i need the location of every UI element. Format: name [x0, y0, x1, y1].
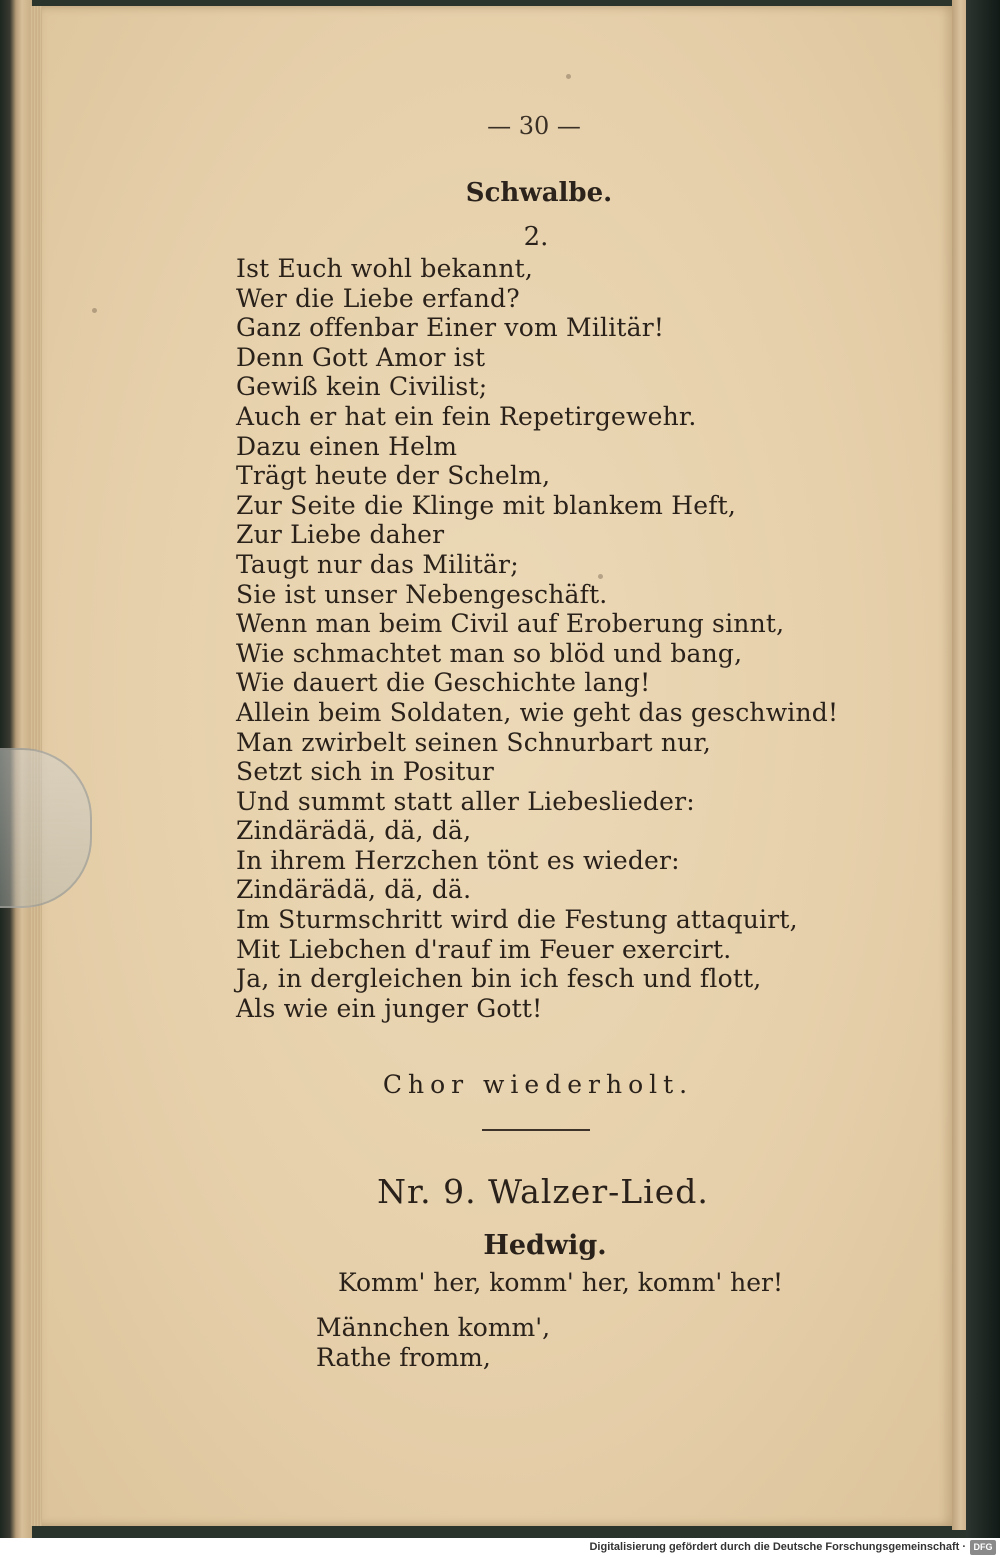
verse-line: Setzt sich in Positur — [236, 757, 495, 787]
verse-line: Zindärädä, dä, dä, — [236, 816, 472, 846]
verse-line: Ist Euch wohl bekannt, — [236, 254, 534, 283]
paper-speck — [92, 308, 97, 313]
song-line: Rathe fromm, — [316, 1343, 491, 1372]
verse-lines — [236, 254, 838, 1023]
verse-line: Sie ist unser Nebengeschäft. — [236, 579, 608, 609]
dfg-logo: DFG — [970, 1540, 996, 1555]
verse-line: In ihrem Herzchen tönt es wieder: — [236, 845, 680, 875]
verse-line: Wer die Liebe erfand? — [236, 283, 520, 313]
funding-credit: Digitalisierung gefördert durch die Deutsche Forschungsgemeinschaft · — [589, 1541, 966, 1553]
verse-line: Im Sturmschritt wird die Festung attaquirt, — [236, 905, 798, 935]
chorus-note: Chor wiederholt. — [382, 1070, 694, 1099]
verse-line: Als wie ein junger Gott! — [236, 993, 543, 1023]
verse-number: 2. — [523, 222, 549, 252]
verse-line: Denn Gott Amor ist — [236, 342, 486, 372]
song-title: Nr. 9. Walzer-Lied. — [377, 1172, 709, 1211]
verse-line: Wenn man beim Civil auf Eroberung sinnt, — [236, 609, 785, 639]
song-line: Komm' her, komm' her, komm' her! — [338, 1268, 784, 1297]
paper-speck — [566, 74, 571, 79]
verse-line: Dazu einen Helm — [236, 431, 458, 461]
verse-line: Und summt statt aller Liebeslieder: — [236, 786, 695, 816]
section-title: Schwalbe. — [465, 178, 613, 208]
verse-line: Auch er hat ein fein Repetirgewehr. — [236, 401, 697, 431]
footer-bar — [0, 1538, 1000, 1558]
verse-line: Taugt nur das Militär; — [236, 549, 519, 579]
verse-line: Wie schmachtet man so blöd und bang, — [236, 638, 743, 668]
verse-line: Man zwirbelt seinen Schnurbart nur, — [236, 727, 712, 757]
verse-line: Ganz offenbar Einer vom Militär! — [236, 313, 665, 343]
verse-line: Zur Seite die Klinge mit blankem Heft, — [236, 490, 737, 520]
section-divider — [482, 1129, 590, 1131]
verse-line: Ja, in dergleichen bin ich fesch und flott, — [236, 964, 762, 994]
song-line: Männchen komm', — [316, 1313, 551, 1342]
verse-line: Mit Liebchen d'rauf im Feuer exercirt. — [236, 934, 732, 964]
verse-line: Allein beim Soldaten, wie geht das geschwind! — [236, 697, 839, 727]
singer-name: Hedwig. — [483, 1230, 607, 1261]
verse-line: Wie dauert die Geschichte lang! — [236, 668, 651, 698]
verse-line: Gewiß kein Civilist; — [236, 372, 488, 402]
verse-line: Zindärädä, dä, dä. — [236, 875, 472, 905]
verse-line: Trägt heute der Schelm, — [236, 461, 551, 491]
verse-line: Zur Liebe daher — [236, 520, 445, 550]
page-number: — 30 — — [487, 112, 581, 140]
